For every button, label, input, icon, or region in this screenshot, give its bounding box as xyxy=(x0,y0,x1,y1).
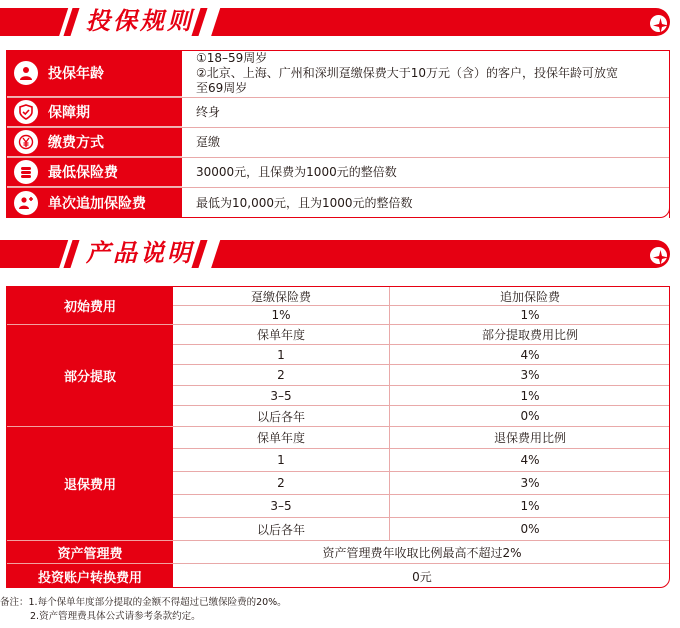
rules-value-line: 30000元，且保费为1000元的整倍数 xyxy=(196,165,397,179)
rules-label xyxy=(6,98,182,127)
rules-label-text: 保障期 xyxy=(48,105,90,121)
rules-value-line: ②北京、上海、广州和深圳趸缴保费大于10万元（含）的客户，投保年龄可放宽 xyxy=(196,66,619,80)
rules-label xyxy=(6,128,182,157)
rules-value-line: 最低为10,000元，且为1000元的整倍数 xyxy=(196,195,413,210)
table-cell: 趸缴保险费 xyxy=(173,287,389,306)
table-cell: 1 xyxy=(173,449,389,472)
table-cell: 3–5 xyxy=(173,386,389,406)
product-table xyxy=(6,286,670,588)
footnote: 2.资产管理费具体公式请参考条款约定。 xyxy=(30,611,201,622)
product-label-initial-fee: 初始费用 xyxy=(7,287,173,325)
table-cell: 保单年度 xyxy=(173,427,389,449)
table-cell: 1% xyxy=(389,495,670,518)
rules-value-line: 趸缴 xyxy=(196,135,221,149)
rules-value xyxy=(182,50,670,97)
table-cell: 部分提取费用比例 xyxy=(389,325,670,345)
rules-row-additional xyxy=(6,188,670,218)
rules-label-text: 投保年龄 xyxy=(48,66,104,82)
rules-value-line: 至69周岁 xyxy=(196,81,248,95)
rules-value xyxy=(182,98,670,127)
table-cell: 3–5 xyxy=(173,495,389,518)
table-cell: 1% xyxy=(389,306,670,325)
rules-row-age xyxy=(6,50,670,98)
product-label-partial: 部分提取 xyxy=(7,325,173,427)
rules-value xyxy=(182,188,670,218)
product-label-transfer-fee: 投资账户转换费用 xyxy=(7,564,173,588)
rules-label xyxy=(6,158,182,187)
rules-label xyxy=(6,188,182,218)
table-cell: 资产管理费年收取比例最高不超过2% xyxy=(173,541,670,564)
rules-table xyxy=(6,50,670,218)
compass-star-icon xyxy=(648,13,669,34)
rules-label xyxy=(6,50,182,97)
section-header-rules xyxy=(0,4,680,38)
rules-row-payment xyxy=(6,128,670,158)
table-cell: 1 xyxy=(173,345,389,365)
rules-value-line: 终身 xyxy=(196,105,221,119)
add-person-icon xyxy=(14,191,38,215)
table-cell: 保单年度 xyxy=(173,325,389,345)
table-cell: 3% xyxy=(389,365,670,386)
rules-row-term xyxy=(6,98,670,128)
footnotes xyxy=(0,596,287,624)
coin-stack-icon xyxy=(14,160,38,184)
rules-label-text: 单次追加保险费 xyxy=(48,195,146,212)
section-header-product xyxy=(0,236,680,270)
compass-star-icon xyxy=(648,245,669,266)
rules-value xyxy=(182,158,670,187)
table-cell: 追加保险费 xyxy=(389,287,670,306)
footnote: 备注：1.每个保单年度部分提取的金额不得超过已缴保险费的20%。 xyxy=(0,597,287,608)
table-cell: 1% xyxy=(389,386,670,406)
table-cell: 0元 xyxy=(412,570,432,584)
rules-row-minimum xyxy=(6,158,670,188)
table-cell: 4% xyxy=(389,449,670,472)
column-divider xyxy=(389,287,390,541)
table-cell: 以后各年 xyxy=(173,406,389,427)
rules-value xyxy=(182,128,670,157)
section-title: 投保规则 xyxy=(86,7,194,35)
person-icon xyxy=(14,61,38,85)
table-cell: 2 xyxy=(173,472,389,495)
table-cell: 以后各年 xyxy=(173,518,389,541)
shield-icon xyxy=(14,100,38,124)
table-cell: 1% xyxy=(173,306,389,325)
table-cell: 4% xyxy=(389,345,670,365)
rules-label-text: 最低保险费 xyxy=(48,165,118,181)
table-cell: 0% xyxy=(389,406,670,427)
section-title: 产品说明 xyxy=(86,239,194,267)
table-cell: 退保费用比例 xyxy=(389,427,670,449)
product-label-surrender: 退保费用 xyxy=(7,427,173,541)
rules-label-text: 缴费方式 xyxy=(48,135,104,151)
table-cell: 0% xyxy=(389,518,670,541)
rules-value-line: ①18–59周岁 xyxy=(196,51,268,65)
table-cell: 2 xyxy=(173,365,389,386)
product-label-asset-fee: 资产管理费 xyxy=(7,541,173,564)
yuan-icon xyxy=(14,130,38,154)
table-cell: 3% xyxy=(389,472,670,495)
